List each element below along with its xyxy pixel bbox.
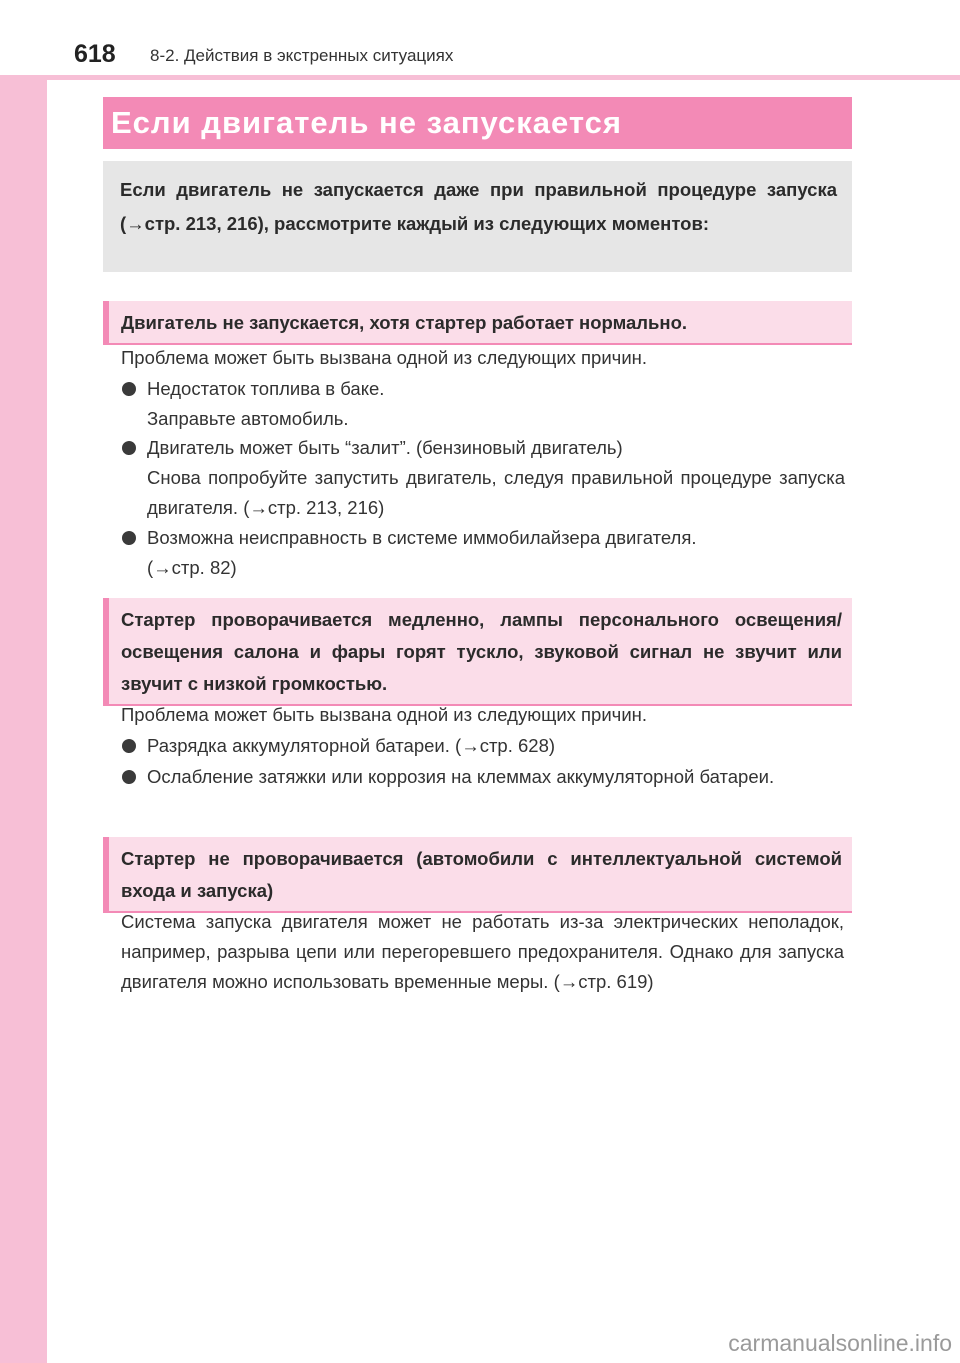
bullet-item xyxy=(121,523,845,583)
page-title: Если двигатель не запускается xyxy=(111,105,622,140)
bullet-title: Разрядка аккумуляторной батареи. (→стр. 628) xyxy=(147,735,556,756)
bullet-title: Возможна неисправность в системе иммобилайзера двигателя. xyxy=(147,527,697,548)
page-number: 618 xyxy=(74,40,116,68)
intro-text: Если двигатель не запускается даже при правильной процедуре запуска (→стр. 213, 216), рассмотрите каждый из следующих моментов: xyxy=(120,179,837,234)
bullet-detail: Заправьте автомобиль. xyxy=(147,408,349,429)
bullet-item xyxy=(121,374,845,434)
section-label: 8-2. Действия в экстренных ситуациях xyxy=(150,46,454,65)
bullet-dot-icon xyxy=(122,441,136,455)
side-strip xyxy=(0,80,47,1363)
bullet-item xyxy=(121,731,845,761)
bullet-detail: Снова попробуйте запустить двигатель, следуя правильной процедуре запуска двигателя. (→стр. 213, 216) xyxy=(147,467,845,518)
bullet-item xyxy=(121,433,845,523)
section-2-lead-text: Проблема может быть вызвана одной из следующих причин. xyxy=(121,704,648,725)
bullet-dot-icon xyxy=(122,739,136,753)
bullet-dot-icon xyxy=(122,770,136,784)
section-2-lead xyxy=(121,700,844,730)
bullet-title: Ослабление затяжки или коррозия на клеммах аккумуляторной батареи. xyxy=(147,766,775,787)
watermark: carmanualsonline.info xyxy=(728,1330,952,1356)
bullet-item xyxy=(121,762,845,792)
subheading-2 xyxy=(103,598,852,706)
bullet-title: Недостаток топлива в баке. xyxy=(147,378,385,399)
bullet-dot-icon xyxy=(122,531,136,545)
subheading-1 xyxy=(103,301,852,345)
bullet-dot-icon xyxy=(122,382,136,396)
intro-box xyxy=(103,161,852,272)
subheading-3 xyxy=(103,837,852,913)
header-rule xyxy=(0,75,960,80)
bullet-detail: (→стр. 82) xyxy=(147,557,237,578)
subheading-1-text: Двигатель не запускается, хотя стартер работает нормально. xyxy=(121,312,688,333)
section-3-body-text: Система запуска двигателя может не работать из-за электрических неполадок, например, разрыва цепи или перегоревшего предохранителя. Однако для запуска двигателя можно использовать временные меры. (→стр. 619) xyxy=(121,911,844,992)
section-1-lead-text: Проблема может быть вызвана одной из следующих причин. xyxy=(121,347,648,368)
section-3-body xyxy=(121,907,844,997)
section-1-lead xyxy=(121,343,844,373)
bullet-title: Двигатель может быть “залит”. (бензиновый двигатель) xyxy=(147,437,623,458)
page-title-bar xyxy=(103,97,852,149)
subheading-3-text: Стартер не проворачивается (автомобили с интеллектуальной системой входа и запуска) xyxy=(121,848,842,901)
subheading-2-text: Стартер проворачивается медленно, лампы персонального освещения/освещения салона и фары горят тускло, звуковой сигнал не звучит или звучит с низкой громкостью. xyxy=(121,609,842,694)
